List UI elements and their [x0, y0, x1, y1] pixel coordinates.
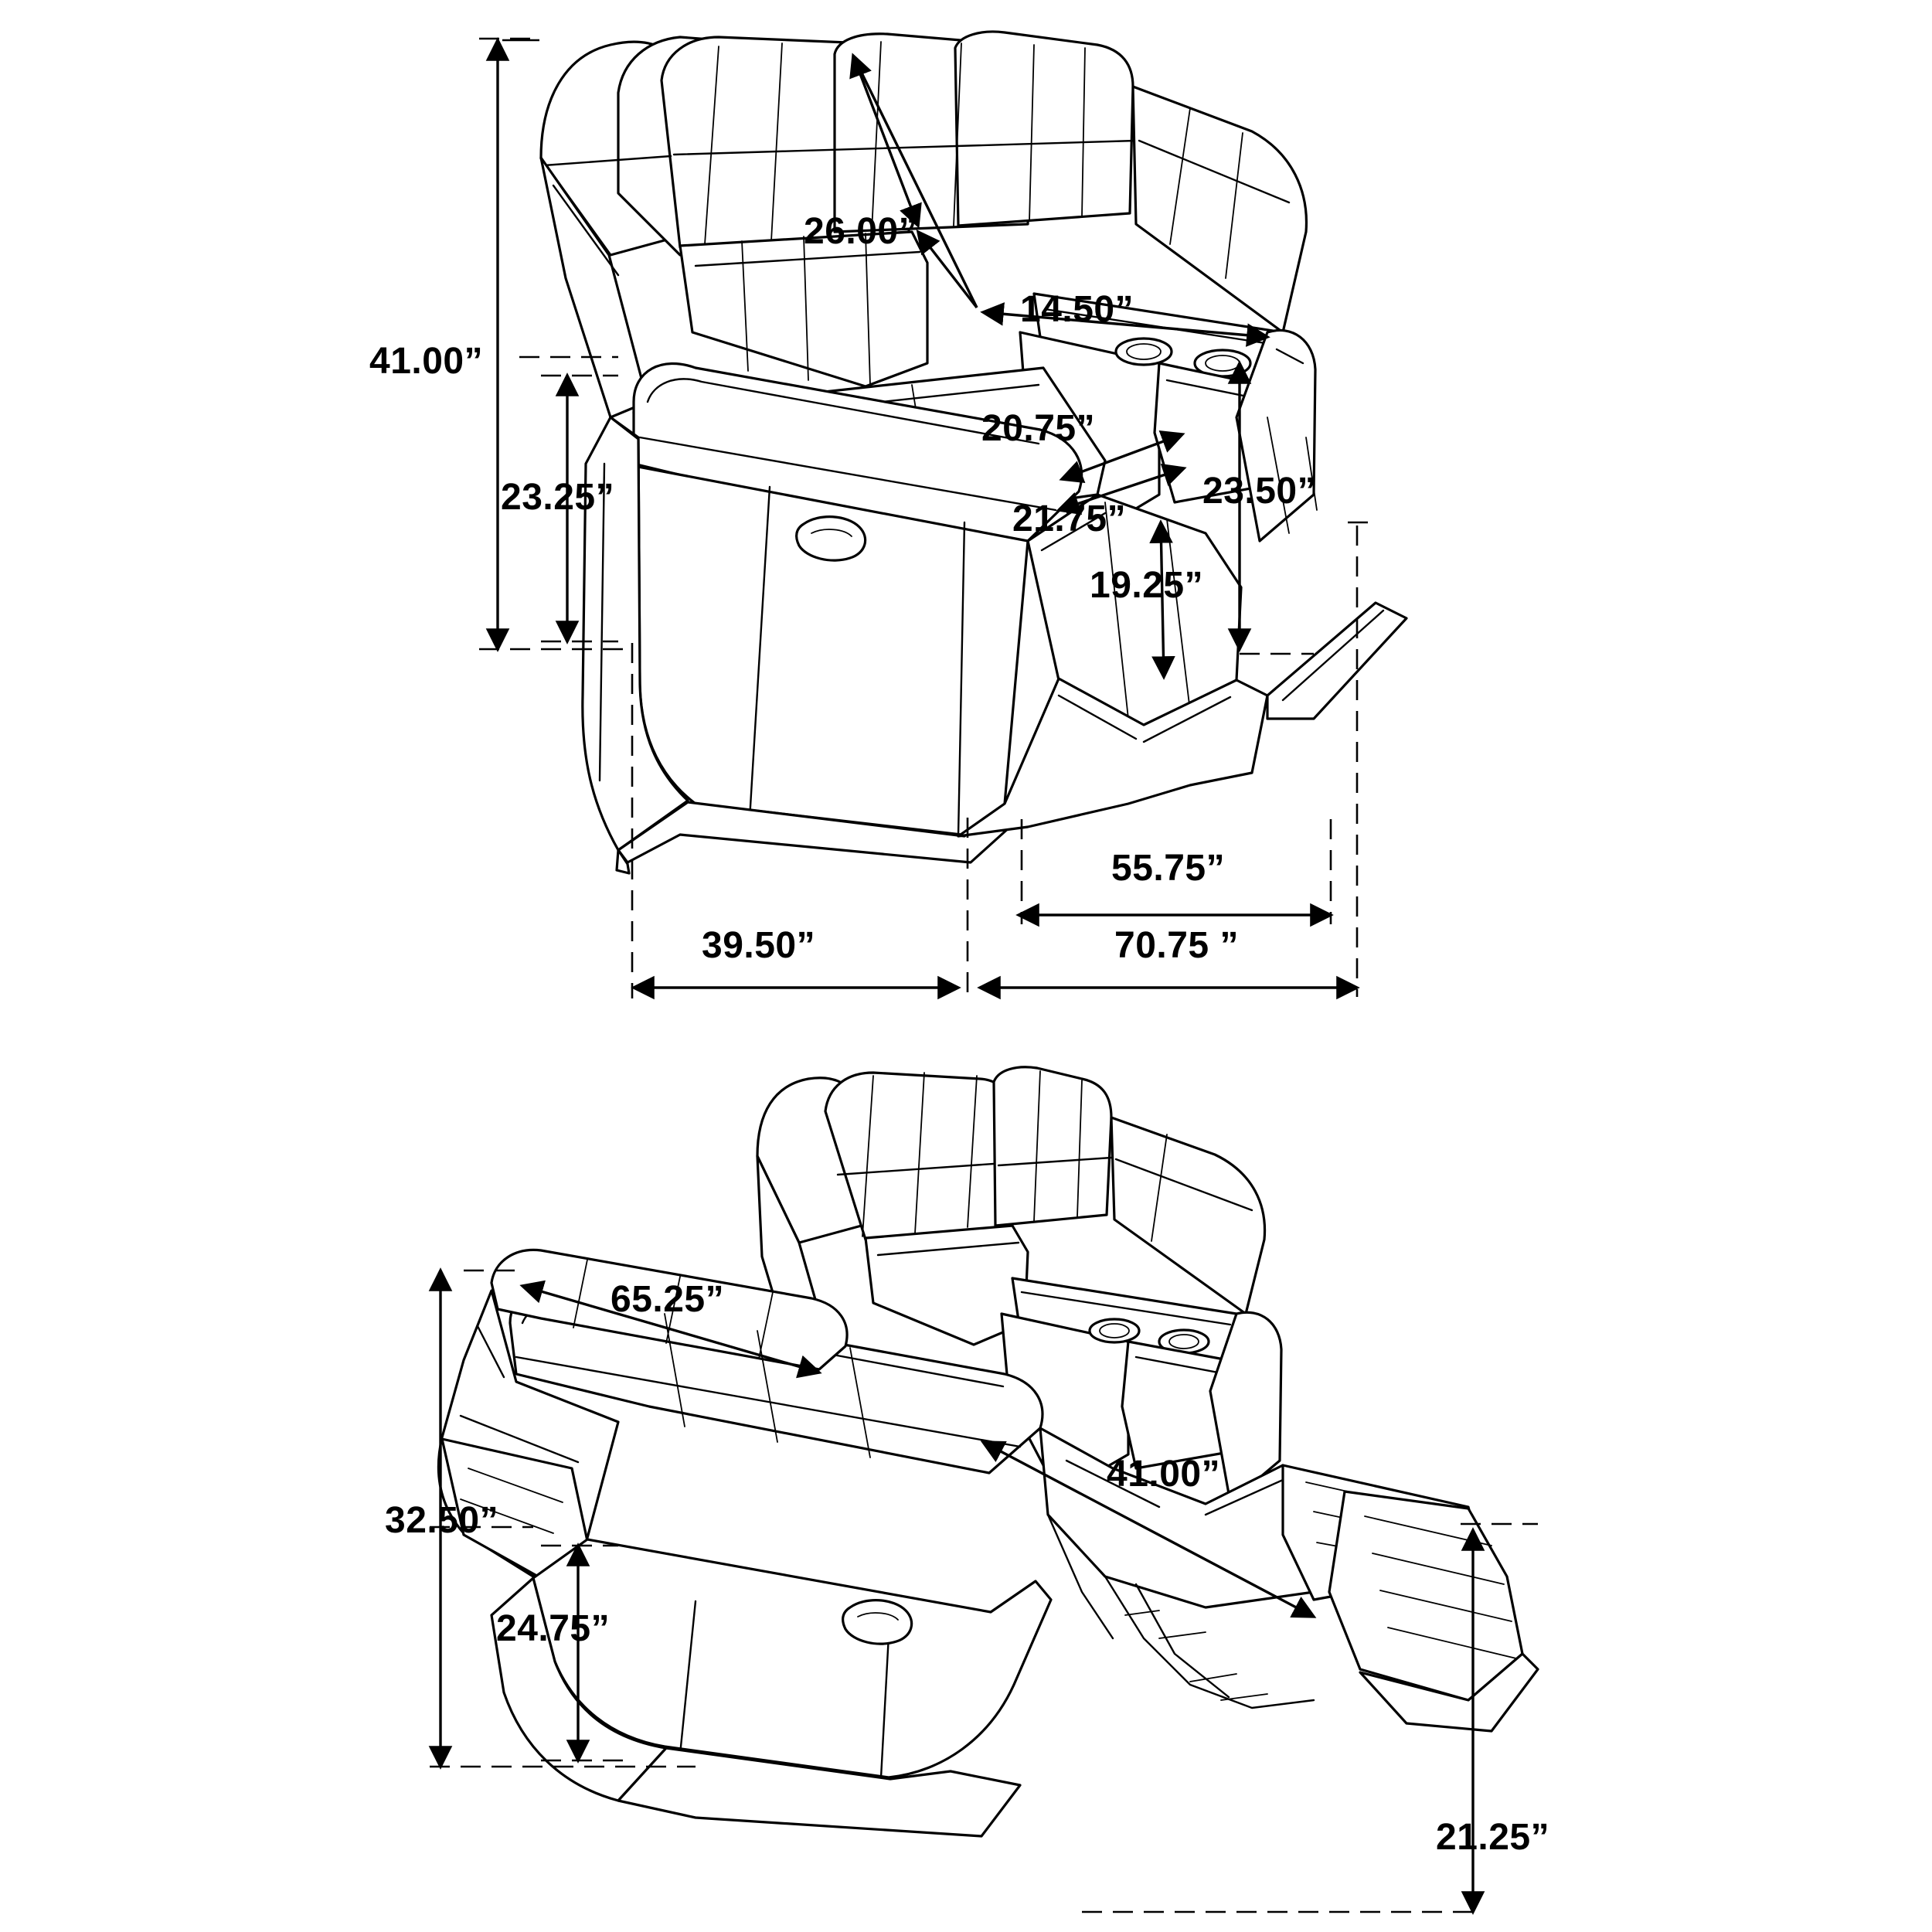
dim-label-seat-depth: 20.75” [981, 408, 1096, 449]
dim-label-arm-height: 23.50” [1202, 471, 1317, 512]
dim-label-reclined-back-span: 41.00” [1107, 1454, 1221, 1495]
dim-label-seat-height: 23.25” [501, 477, 615, 518]
dim-label-overall-depth: 39.50” [702, 925, 816, 966]
dim-back-cushion-width-26 [853, 56, 977, 308]
dim-label-overall-width: 70.75 ” [1114, 925, 1239, 966]
dim-label-back-cushion-width: 26.00” [804, 211, 918, 252]
dim-overall-height-41 [479, 39, 634, 649]
dim-label-overall-height: 41.00” [369, 341, 484, 382]
dim-label-seat-width: 21.75” [1012, 498, 1127, 539]
dim-label-inside-width: 55.75” [1111, 848, 1226, 889]
dim-label-seat-back-height: 19.25” [1090, 565, 1204, 606]
dim-label-reclined-seat-height: 24.75” [496, 1608, 611, 1649]
dim-label-reclined-depth: 65.25” [611, 1279, 725, 1320]
dim-label-reclined-height: 32.50” [385, 1500, 499, 1541]
dim-reclined-seat-height-2475 [541, 1546, 634, 1760]
dim-label-footrest-height: 21.25” [1436, 1817, 1550, 1858]
dim-label-console-width: 14.50” [1020, 289, 1134, 330]
